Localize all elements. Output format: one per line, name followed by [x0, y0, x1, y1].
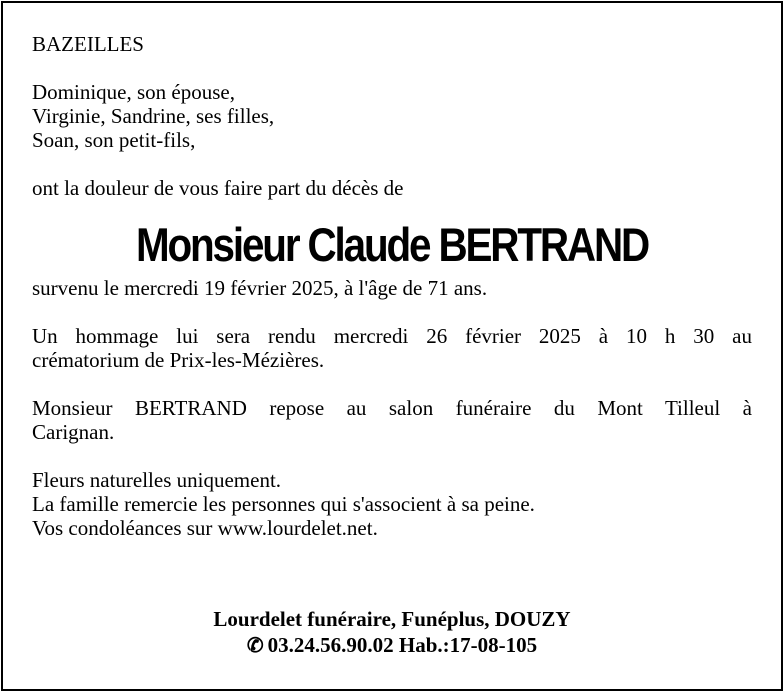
- family-member: Dominique, son épouse,: [32, 80, 235, 104]
- death-date-line: survenu le mercredi 19 février 2025, à l'âge de 71 ans.: [32, 276, 488, 300]
- closing-line: La famille remercie les personnes qui s'associent à sa peine.: [32, 492, 535, 516]
- funeral-home-name: Lourdelet funéraire, Funéplus, DOUZY: [213, 607, 571, 631]
- repose-line: Carignan.: [32, 420, 115, 444]
- closing-paragraph: [32, 468, 752, 540]
- repose-paragraph: [32, 396, 752, 444]
- hommage-paragraph: [32, 324, 752, 372]
- town-name: BAZEILLES: [32, 32, 144, 56]
- family-member: Virginie, Sandrine, ses filles,: [32, 104, 275, 128]
- phone-number: 03.24.56.90.02 Hab.:17-08-105: [267, 633, 538, 657]
- funeral-home-footer: [0, 606, 784, 659]
- hommage-line: Un hommage lui sera rendu mercredi 26 février 2025 à 10 h 30 au: [32, 324, 752, 348]
- phone-icon: ✆: [246, 635, 264, 657]
- closing-line: Fleurs naturelles uniquement.: [32, 468, 282, 492]
- contact-line: [0, 632, 784, 659]
- family-list: [32, 80, 752, 152]
- family-member: Soan, son petit-fils,: [32, 128, 196, 152]
- announcement-intro: ont la douleur de vous faire part du décès de: [32, 176, 404, 200]
- repose-line: Monsieur BERTRAND repose au salon funéraire du Mont Tilleul à: [32, 396, 752, 420]
- hommage-line: crématorium de Prix-les-Mézières.: [32, 348, 325, 372]
- closing-line: Vos condoléances sur www.lourdelet.net.: [32, 516, 378, 540]
- notice-body: [32, 32, 752, 540]
- deceased-name: Monsieur Claude BERTRAND: [135, 218, 649, 271]
